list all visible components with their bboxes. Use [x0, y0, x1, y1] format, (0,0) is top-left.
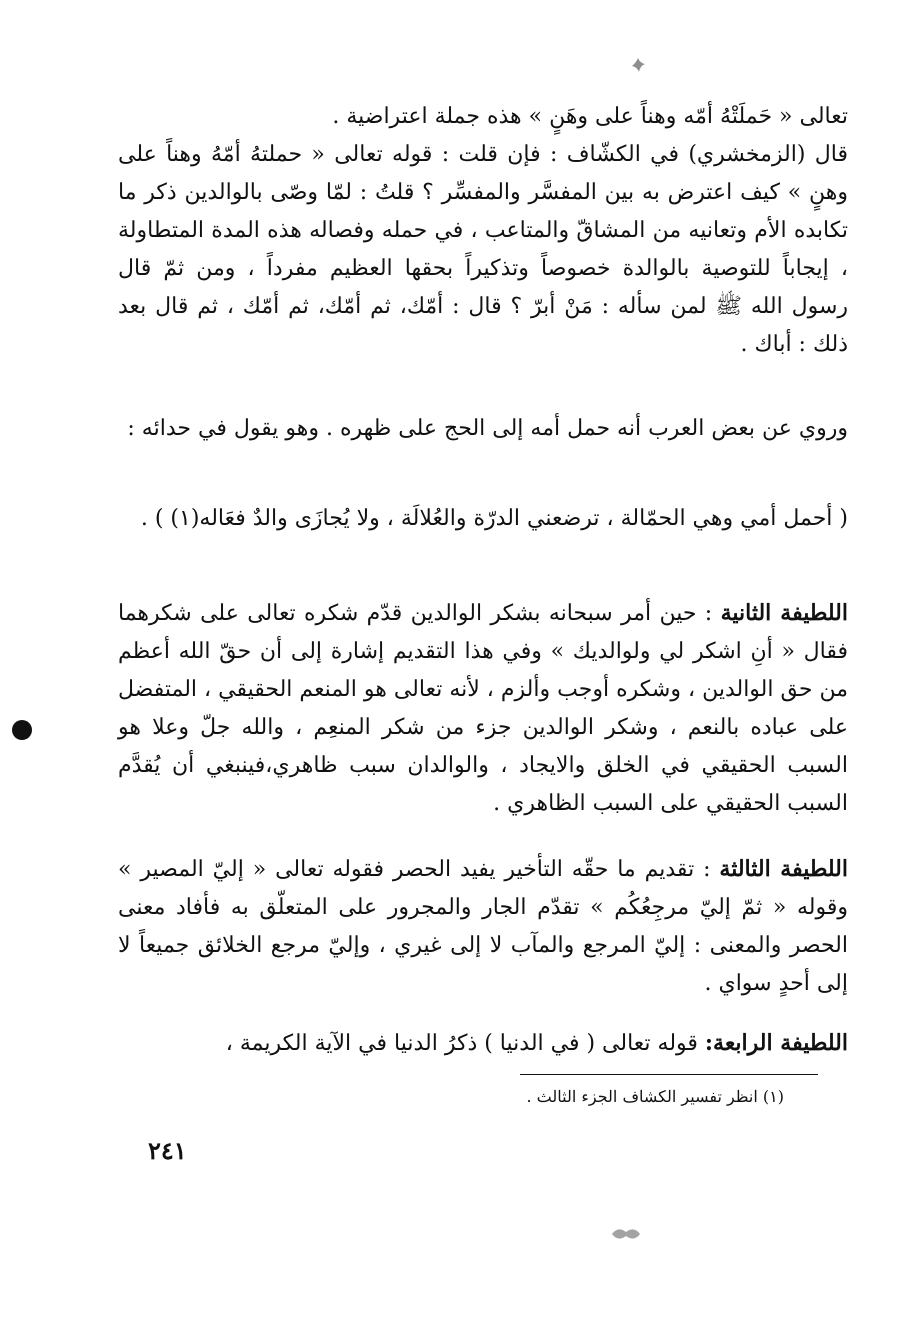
verse-text: ( أحمل أمي وهي الحمّالة ، ترضعني الدرّة والعُلالَة ، ولا يُجازَى والدٌ فعَاله(١) ) .: [140, 506, 848, 531]
paragraph-second-subtlety: [118, 594, 848, 823]
zamakhshari-quote: قال (الزمخشري) في الكشّاف : فإن قلت : قوله تعالى « حملتهُ أمّهُ وهناً على وهنٍ » كيف اعترض به بين المفسَّر والمفسِّر ؟ قلتُ : لمّا وصّى بالوالدين ذكر ما تكابده الأم وتعانيه من المشاقّ والمتاعب ، في حمله وفصاله هذه المدة المتطاولة ، إيجاباً للتوصية بالوالدة خصوصاً وتذكيراً بحقها العظيم مفرداً ، ومن ثمّ قال رسول الله ﷺ لمن سأله : مَنْ أبرّ ؟ قال : أمّك، ثم أمّك، ثم أمّك ، ثم قال بعد ذلك : أباك .: [118, 142, 848, 357]
fourth-subtlety-text: [118, 1024, 848, 1063]
paragraph-third-subtlety: [118, 850, 848, 1003]
ornament-top: [628, 56, 648, 76]
paragraph-arab-narration: [118, 410, 848, 448]
second-subtlety-heading: اللطيفة الثانية: [720, 600, 849, 626]
fourth-subtlety-heading: اللطيفة الرابعة:: [704, 1030, 848, 1056]
page-number: ٢٤١: [148, 1136, 187, 1165]
footnote-divider: [520, 1074, 818, 1075]
ornament-bottom: [608, 1222, 644, 1246]
narration-text: وروي عن بعض العرب أنه حمل أمه إلى الحج على ظهره . وهو يقول في حدائه :: [127, 416, 848, 441]
footnote: (١) انظر تفسير الكشاف الجزء الثالث .: [526, 1087, 784, 1106]
opening-line: تعالى « حَملَتْهُ أمّه وهناً على وهَنٍ » هذه جملة اعتراضية .: [332, 104, 848, 129]
second-subtlety-text: [118, 594, 848, 823]
paragraph-zamakhshari: [118, 98, 848, 364]
third-subtlety-body: : تقديم ما حقّه التأخير يفيد الحصر فقوله تعالى « إليّ المصير » وقوله « ثمّ إليّ مرجِعُكُم » تقدّم الجار والمجرور على المتعلّق به فأفاد معنى الحصر والمعنى : إليّ المرجع والمآب لا إلى غيري ، وإليّ مرجع الخلائق جميعاً لا إلى أحدٍ سواي .: [118, 857, 848, 996]
margin-ink-dot: [12, 720, 32, 740]
third-subtlety-heading: اللطيفة الثالثة: [719, 856, 848, 882]
third-subtlety-text: [118, 850, 848, 1003]
paragraph-fourth-subtlety: [118, 1024, 848, 1063]
second-subtlety-body: : حين أمر سبحانه بشكر الوالدين قدّم شكره تعالى على شكرهما فقال « أنِ اشكر لي ولوالديك » وفي هذا التقديم إشارة إلى أن حقّ الله أعظم من حق الوالدين ، وشكره أوجب وألزم ، لأنه تعالى هو المنعم الحقيقي ، المتفضل على عباده بالنعم ، وشكر الوالدين جزء من شكر المنعِم ، والله جلّ وعلا هو السبب الحقيقي في الخلق والايجاد ، والوالدان سبب ظاهري،فينبغي أن يُقدَّم السبب الحقيقي على السبب الظاهري .: [118, 601, 848, 816]
paragraph-verse: [118, 500, 848, 538]
fourth-subtlety-body: قوله تعالى ( في الدنيا ) ذكرُ الدنيا في الآية الكريمة ،: [225, 1031, 705, 1056]
